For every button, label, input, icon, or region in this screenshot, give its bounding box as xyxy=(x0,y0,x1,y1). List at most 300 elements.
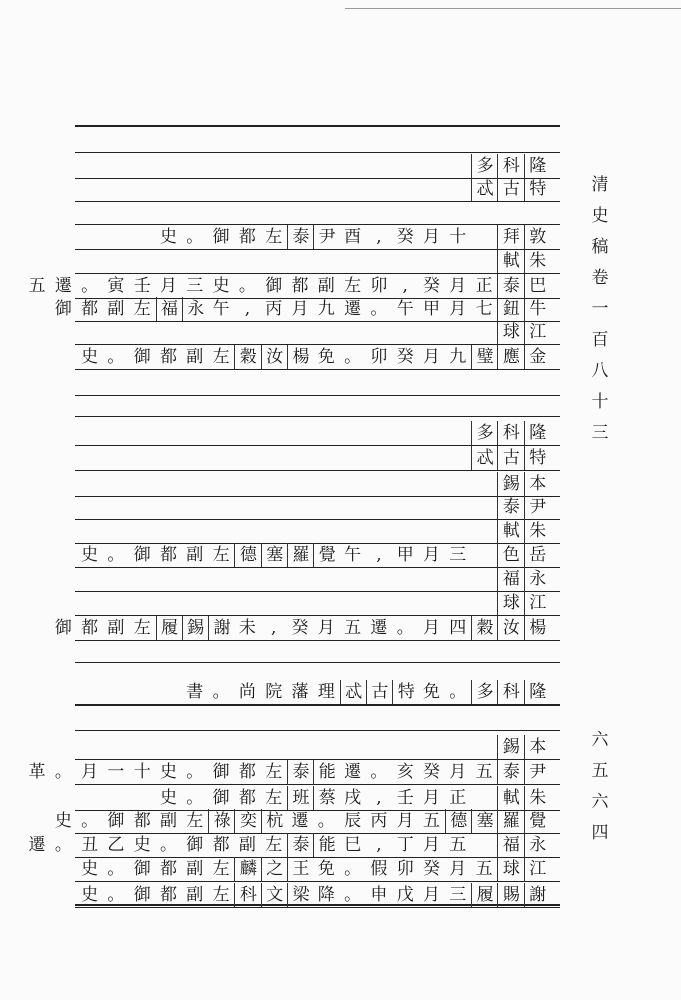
row-rule xyxy=(75,640,560,641)
blank-cell xyxy=(287,154,313,178)
table-row xyxy=(28,274,550,298)
blank-cell xyxy=(366,177,392,201)
glyph-cell: 特 xyxy=(524,177,551,201)
blank-cell xyxy=(392,472,418,496)
glyph-cell: 月 xyxy=(81,762,99,782)
glyph-cell: 午 xyxy=(344,545,362,565)
glyph-cell: 都 xyxy=(160,545,177,565)
glyph-cell: 癸 xyxy=(396,347,414,367)
blank-cell xyxy=(419,154,445,178)
blank-cell xyxy=(471,472,497,496)
blank-cell xyxy=(445,446,471,470)
glyph-cell: 月 xyxy=(423,618,440,638)
row-rule xyxy=(75,907,560,908)
table-row xyxy=(78,519,550,543)
glyph-cell: 都 xyxy=(238,227,256,247)
blank-cell xyxy=(182,735,208,759)
blank-cell xyxy=(182,154,208,178)
blank-cell xyxy=(287,249,313,273)
glyph-cell: 副 xyxy=(107,299,125,319)
blank-cell xyxy=(471,786,497,810)
glyph-cell: 十 xyxy=(449,227,467,247)
glyph-cell: , xyxy=(376,835,382,855)
blank-cell xyxy=(261,154,287,178)
blank-cell xyxy=(129,320,155,344)
glyph-cell: 。 xyxy=(107,885,125,905)
blank-cell xyxy=(287,320,313,344)
glyph-cell: 福 xyxy=(497,567,524,591)
title-glyph: 六 xyxy=(591,730,609,750)
glyph-cell: 月 xyxy=(449,859,467,879)
blank-cell xyxy=(419,735,445,759)
blank-cell xyxy=(234,154,260,178)
blank-cell xyxy=(419,472,445,496)
blank-cell xyxy=(366,735,392,759)
table-row xyxy=(78,154,550,178)
glyph-cell: 遷 xyxy=(344,762,362,782)
glyph-cell: 軾 xyxy=(497,249,524,273)
glyph-cell: 御 xyxy=(265,276,283,296)
row-rule xyxy=(75,704,560,705)
title-glyph: 清 xyxy=(591,175,609,195)
title-glyph: 卷 xyxy=(591,268,609,288)
glyph-cell: 。 xyxy=(344,885,362,905)
blank-cell xyxy=(392,495,418,519)
table-row xyxy=(78,320,550,344)
blank-cell xyxy=(182,177,208,201)
glyph-cell: 卯 xyxy=(370,276,388,296)
glyph-cell: 泰 xyxy=(287,225,314,249)
glyph-cell: 蔡 xyxy=(313,786,340,810)
blank-cell xyxy=(234,591,260,615)
blank-cell xyxy=(261,446,287,470)
glyph-cell: 江 xyxy=(524,320,551,344)
glyph-cell: 錫 xyxy=(497,472,524,496)
glyph-cell: 能 xyxy=(313,760,340,784)
glyph-cell: 謝 xyxy=(208,616,235,640)
blank-cell xyxy=(182,249,208,273)
rule-line xyxy=(75,152,560,153)
blank-cell xyxy=(103,421,129,445)
glyph-cell: 杭 xyxy=(261,809,288,833)
table-row xyxy=(54,616,550,640)
glyph-cell: 永 xyxy=(524,567,551,591)
glyph-cell: 。 xyxy=(160,835,177,855)
blank-cell xyxy=(261,735,287,759)
glyph-cell: 泰 xyxy=(287,760,314,784)
blank-cell xyxy=(208,446,234,470)
glyph-cell: 德 xyxy=(445,809,472,833)
blank-cell xyxy=(366,591,392,615)
blank-cell xyxy=(340,567,366,591)
blank-cell xyxy=(419,567,445,591)
glyph-cell: 江 xyxy=(524,591,551,615)
blank-cell xyxy=(340,446,366,470)
blank-cell xyxy=(156,680,182,704)
blank-cell xyxy=(287,421,313,445)
blank-cell xyxy=(392,735,418,759)
blank-cell xyxy=(103,680,129,704)
glyph-cell: 午 xyxy=(212,299,230,319)
row-rule xyxy=(75,369,560,370)
glyph-cell: 副 xyxy=(238,835,256,855)
table-row xyxy=(78,249,550,273)
glyph-cell: 謝 xyxy=(524,883,551,907)
blank-cell xyxy=(50,225,76,249)
blank-cell xyxy=(182,519,208,543)
table-row xyxy=(78,857,550,881)
blank-cell xyxy=(77,680,103,704)
title-glyph: 五 xyxy=(591,761,609,781)
blank-cell xyxy=(156,320,182,344)
blank-cell xyxy=(129,680,155,704)
blank-cell xyxy=(419,177,445,201)
glyph-cell: 癸 xyxy=(423,859,440,879)
blank-cell xyxy=(129,177,155,201)
blank-cell xyxy=(471,567,497,591)
blank-cell xyxy=(366,249,392,273)
blank-cell xyxy=(156,567,182,591)
glyph-cell: 月 xyxy=(317,618,335,638)
glyph-cell: 應 xyxy=(497,345,524,369)
blank-cell xyxy=(340,495,366,519)
blank-cell xyxy=(313,495,339,519)
glyph-cell: 。 xyxy=(370,299,388,319)
glyph-cell: 史 xyxy=(133,835,151,855)
blank-cell xyxy=(313,249,339,273)
blank-cell xyxy=(129,472,155,496)
blank-cell xyxy=(261,472,287,496)
glyph-cell: 月 xyxy=(291,299,309,319)
glyph-cell: 戌 xyxy=(344,788,362,808)
glyph-cell: 五 xyxy=(28,276,46,296)
glyph-cell: 祿 xyxy=(208,809,235,833)
blank-cell xyxy=(156,249,182,273)
glyph-cell: 五 xyxy=(423,811,440,831)
glyph-cell: 科 xyxy=(234,883,261,907)
blank-cell xyxy=(24,786,50,810)
glyph-cell: 月 xyxy=(396,811,414,831)
blank-cell xyxy=(419,320,445,344)
glyph-cell: 巴 xyxy=(524,274,551,298)
blank-cell xyxy=(156,519,182,543)
glyph-cell: 史 xyxy=(81,885,99,905)
glyph-cell: 史 xyxy=(81,347,99,367)
blank-cell xyxy=(340,320,366,344)
blank-cell xyxy=(182,567,208,591)
glyph-cell: 本 xyxy=(524,735,551,759)
glyph-cell: 。 xyxy=(186,762,204,782)
glyph-cell: 福 xyxy=(156,297,183,321)
glyph-cell: 副 xyxy=(186,859,204,879)
glyph-cell: 。 xyxy=(449,682,467,702)
blank-cell xyxy=(103,472,129,496)
glyph-cell: 巳 xyxy=(344,835,362,855)
glyph-cell: 江 xyxy=(524,857,551,881)
glyph-cell: 泰 xyxy=(287,833,314,857)
blank-cell xyxy=(208,154,234,178)
title-glyph: 六 xyxy=(591,792,609,812)
blank-cell xyxy=(471,735,497,759)
blank-cell xyxy=(340,735,366,759)
blank-cell xyxy=(129,786,155,810)
table-row xyxy=(78,680,550,704)
glyph-cell: 楊 xyxy=(524,616,551,640)
glyph-cell: 乙 xyxy=(107,835,125,855)
blank-cell xyxy=(77,225,103,249)
blank-cell xyxy=(129,735,155,759)
glyph-cell: 史 xyxy=(160,762,177,782)
blank-cell xyxy=(103,446,129,470)
blank-cell xyxy=(419,519,445,543)
rule-line xyxy=(75,125,560,127)
glyph-cell: 尹 xyxy=(313,225,340,249)
blank-cell xyxy=(366,320,392,344)
glyph-cell: 能 xyxy=(313,833,340,857)
blank-cell xyxy=(182,320,208,344)
glyph-cell: 。 xyxy=(344,347,362,367)
blank-cell xyxy=(392,249,418,273)
glyph-cell: 古 xyxy=(497,446,524,470)
glyph-cell: 御 xyxy=(133,885,151,905)
glyph-cell: 卯 xyxy=(370,347,388,367)
glyph-cell: 三 xyxy=(449,545,467,565)
glyph-cell: 月 xyxy=(423,885,440,905)
blank-cell xyxy=(182,421,208,445)
glyph-cell: 泰 xyxy=(497,760,524,784)
blank-cell xyxy=(208,567,234,591)
glyph-cell: 塞 xyxy=(261,543,288,567)
glyph-cell: 之 xyxy=(261,857,288,881)
table-row xyxy=(78,177,550,201)
title-glyph: 三 xyxy=(591,423,609,443)
table-row xyxy=(78,472,550,496)
blank-cell xyxy=(392,519,418,543)
blank-cell xyxy=(156,472,182,496)
glyph-cell: 午 xyxy=(396,299,414,319)
glyph-cell: 月 xyxy=(449,276,467,296)
table-row xyxy=(54,809,550,833)
rule-line xyxy=(75,416,560,417)
glyph-cell: 左 xyxy=(212,885,230,905)
glyph-cell: 尹 xyxy=(524,495,551,519)
glyph-cell: 癸 xyxy=(396,227,414,247)
table-row xyxy=(78,567,550,591)
blank-cell xyxy=(313,154,339,178)
blank-cell xyxy=(471,225,497,249)
blank-cell xyxy=(182,495,208,519)
glyph-cell: 。 xyxy=(212,682,230,702)
blank-cell xyxy=(445,519,471,543)
blank-cell xyxy=(208,495,234,519)
glyph-cell: 御 xyxy=(54,618,72,638)
blank-cell xyxy=(340,421,366,445)
blank-cell xyxy=(129,446,155,470)
blank-cell xyxy=(313,591,339,615)
blank-cell xyxy=(340,591,366,615)
blank-cell xyxy=(103,249,129,273)
title-glyph: 十 xyxy=(591,392,609,412)
glyph-cell: 左 xyxy=(212,859,230,879)
blank-cell xyxy=(366,519,392,543)
glyph-cell: 左 xyxy=(186,811,204,831)
glyph-cell: , xyxy=(270,618,277,638)
blank-cell xyxy=(340,519,366,543)
glyph-cell: 忒 xyxy=(340,680,367,704)
table-row xyxy=(78,786,550,810)
glyph-cell: 月 xyxy=(423,788,440,808)
glyph-cell: 特 xyxy=(524,446,551,470)
glyph-cell: 御 xyxy=(186,835,204,855)
blank-cell xyxy=(234,567,260,591)
glyph-cell: 五 xyxy=(344,618,362,638)
blank-cell xyxy=(129,225,155,249)
glyph-cell: 色 xyxy=(497,543,524,567)
glyph-cell: 球 xyxy=(497,857,524,881)
blank-cell xyxy=(50,786,76,810)
glyph-cell: 。 xyxy=(107,347,125,367)
blank-cell xyxy=(129,519,155,543)
blank-cell xyxy=(234,495,260,519)
table-row xyxy=(78,345,550,369)
blank-cell xyxy=(313,446,339,470)
blank-cell xyxy=(234,320,260,344)
glyph-cell: 汝 xyxy=(497,616,524,640)
glyph-cell: 左 xyxy=(265,835,283,855)
blank-cell xyxy=(208,472,234,496)
blank-cell xyxy=(103,735,129,759)
table-row xyxy=(28,833,550,857)
blank-cell xyxy=(366,446,392,470)
glyph-cell: 遷 xyxy=(28,835,46,855)
row-rule xyxy=(75,470,560,471)
glyph-cell: 奕 xyxy=(234,809,261,833)
glyph-cell: 鈕 xyxy=(497,297,524,321)
blank-cell xyxy=(313,177,339,201)
blank-cell xyxy=(261,519,287,543)
glyph-cell: 。 xyxy=(344,859,362,879)
title-glyph: 一 xyxy=(591,299,609,319)
glyph-cell: 塞 xyxy=(471,809,498,833)
blank-cell xyxy=(471,249,497,273)
glyph-cell: 都 xyxy=(81,299,99,319)
glyph-cell: 古 xyxy=(497,177,524,201)
glyph-cell: 璧 xyxy=(471,345,498,369)
glyph-cell: 球 xyxy=(497,320,524,344)
glyph-cell: 都 xyxy=(238,788,256,808)
blank-cell xyxy=(129,421,155,445)
blank-cell xyxy=(419,495,445,519)
glyph-cell: 科 xyxy=(497,421,524,445)
blank-cell xyxy=(471,320,497,344)
glyph-cell: 正 xyxy=(475,276,493,296)
glyph-cell: 永 xyxy=(524,833,551,857)
glyph-cell: 履 xyxy=(471,883,498,907)
glyph-cell: 九 xyxy=(317,299,335,319)
glyph-cell: 月 xyxy=(423,835,440,855)
blank-cell xyxy=(445,567,471,591)
glyph-cell: 都 xyxy=(212,835,230,855)
glyph-cell: 寅 xyxy=(107,276,125,296)
glyph-cell: 錫 xyxy=(182,616,209,640)
blank-cell xyxy=(366,472,392,496)
glyph-cell: 書 xyxy=(186,682,204,702)
blank-cell xyxy=(471,543,497,567)
glyph-cell: 正 xyxy=(449,788,467,808)
title-glyph: 八 xyxy=(591,361,609,381)
glyph-cell: 癸 xyxy=(291,618,309,638)
glyph-cell: 穀 xyxy=(234,345,261,369)
glyph-cell: 王 xyxy=(287,857,314,881)
table-row xyxy=(78,883,550,907)
glyph-cell: 五 xyxy=(475,762,493,782)
glyph-cell: 。 xyxy=(54,835,72,855)
blank-cell xyxy=(208,249,234,273)
blank-cell xyxy=(129,495,155,519)
glyph-cell: 御 xyxy=(133,859,151,879)
running-title xyxy=(586,170,614,449)
blank-cell xyxy=(392,446,418,470)
glyph-cell: 假 xyxy=(370,859,388,879)
glyph-cell: 穀 xyxy=(471,616,498,640)
blank-cell xyxy=(471,833,497,857)
blank-cell xyxy=(234,735,260,759)
glyph-cell: 副 xyxy=(186,347,204,367)
glyph-cell: 御 xyxy=(107,811,125,831)
table-row xyxy=(78,735,550,759)
blank-cell xyxy=(392,567,418,591)
rule-line xyxy=(75,662,560,663)
title-glyph: 史 xyxy=(591,206,609,226)
blank-cell xyxy=(419,249,445,273)
glyph-cell: 丙 xyxy=(265,299,283,319)
blank-cell xyxy=(129,154,155,178)
blank-cell xyxy=(156,591,182,615)
glyph-cell: 。 xyxy=(317,811,335,831)
glyph-cell: 免 xyxy=(317,859,335,879)
blank-cell xyxy=(340,249,366,273)
blank-cell xyxy=(182,472,208,496)
glyph-cell: 月 xyxy=(423,545,440,565)
glyph-cell: 拜 xyxy=(497,225,524,249)
glyph-cell: 尚 xyxy=(238,682,256,702)
glyph-cell: 癸 xyxy=(423,276,440,296)
blank-cell xyxy=(445,472,471,496)
blank-cell xyxy=(445,495,471,519)
glyph-cell: 都 xyxy=(81,618,99,638)
glyph-cell: 五 xyxy=(475,859,493,879)
glyph-cell: 申 xyxy=(370,885,388,905)
glyph-cell: 遷 xyxy=(291,811,309,831)
glyph-cell: , xyxy=(376,545,382,565)
table-row xyxy=(78,543,550,567)
glyph-cell: 丙 xyxy=(370,811,388,831)
title-glyph: 四 xyxy=(591,823,609,843)
glyph-cell: 賜 xyxy=(497,883,524,907)
glyph-cell: 甲 xyxy=(423,299,440,319)
glyph-cell: 。 xyxy=(396,618,414,638)
glyph-cell: 本 xyxy=(524,472,551,496)
glyph-cell: 忒 xyxy=(471,446,498,470)
glyph-cell: 都 xyxy=(291,276,309,296)
blank-cell xyxy=(261,320,287,344)
blank-cell xyxy=(103,320,129,344)
blank-cell xyxy=(208,735,234,759)
glyph-cell: 楊 xyxy=(287,345,314,369)
blank-cell xyxy=(445,735,471,759)
glyph-cell: 錫 xyxy=(497,735,524,759)
glyph-cell: 副 xyxy=(186,885,204,905)
